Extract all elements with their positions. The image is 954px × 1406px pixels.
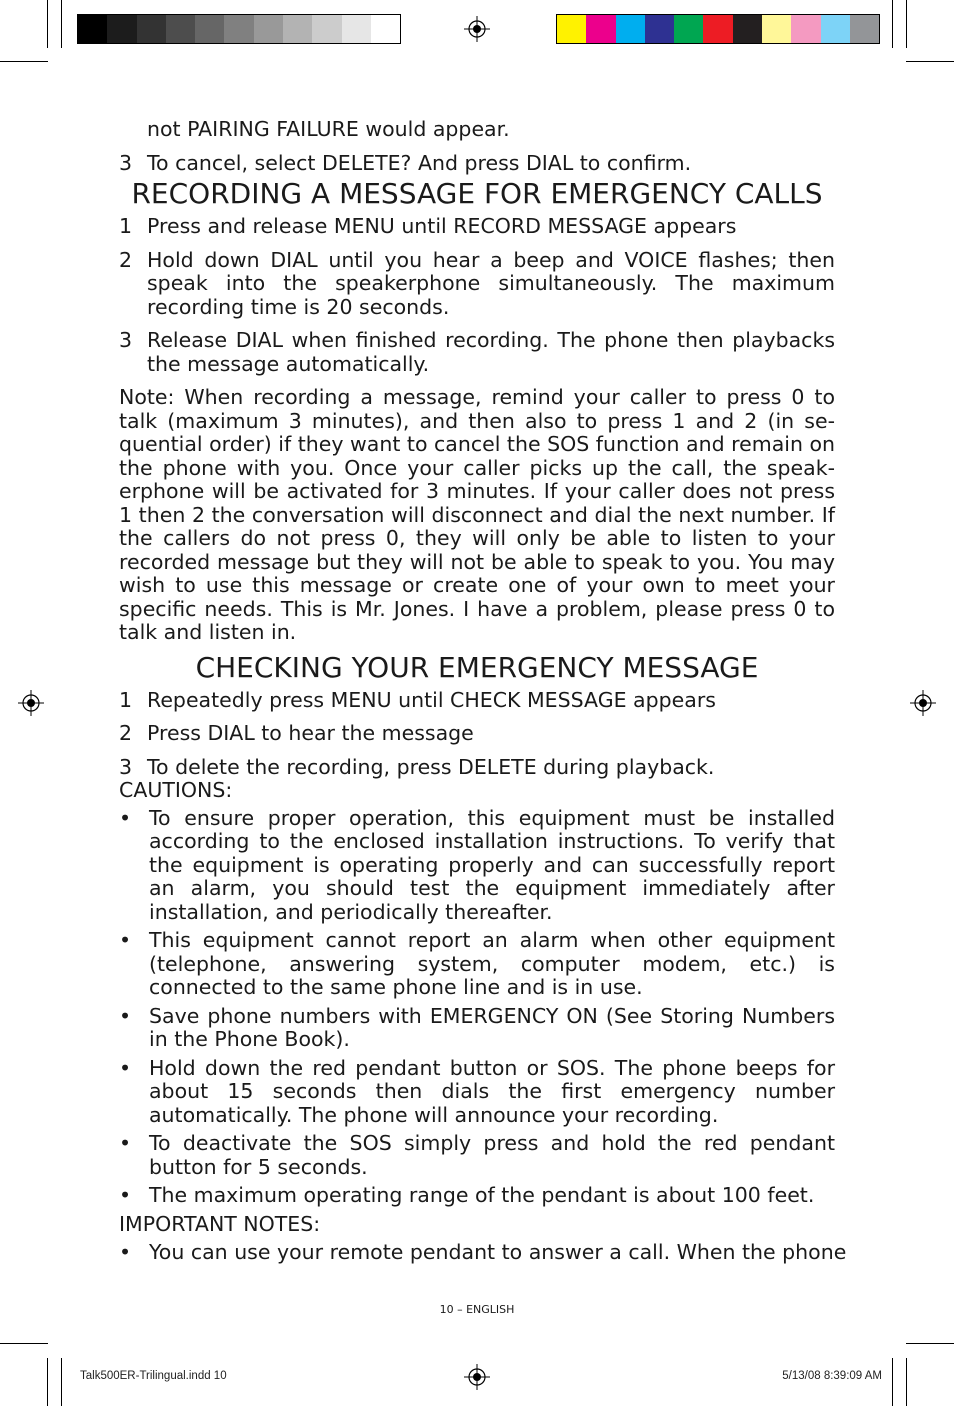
bullet: • [119,1003,132,1028]
crop-mark [47,0,48,48]
step-number: 3 [119,150,133,175]
color-swatch [850,15,879,43]
recording-heading: RECORDING A MESSAGE FOR EMERGENCY CALLS [131,177,823,210]
recording-note: Note: When recording a message, remind your caller to press 0 to talk (maximum 3 minutes), and then also to press 1 and 2 (in se-quential order) if they want to cancel the SOS function and remain on the phone with you. Once your caller picks up the call, the speak-erphone will be activated for 3 minutes. If your caller does not press 1 then 2 the conversation will disconnect and dial the next number. If the callers do not press 0, they will only be able to listen to your recorded message but they will not be able to speak to you. You may wish to use this message or create one of your own to meet your specific needs. This is Mr. Jones. I have a problem, please press 0 to talk and listen in. [119,385,835,644]
caution-item [119,1184,835,1208]
bullet: • [119,1183,132,1207]
color-swatch [733,15,762,43]
step-number: 1 [119,214,133,238]
registration-mark-icon [464,16,490,42]
gray-swatch [254,15,283,43]
crop-mark [892,0,893,48]
caution-item [119,807,835,925]
color-swatch [821,15,850,43]
crop-mark [61,1358,62,1406]
bullet: • [119,805,132,830]
step-number: 2 [119,247,133,272]
gray-swatch [78,15,107,43]
crop-mark [906,0,907,48]
caution-text: The maximum operating range of the pendant is about 100 feet. [149,1183,815,1207]
caution-text: To deactivate the SOS simply press and hold the red pendant button for 5 seconds. [149,1131,835,1179]
gray-swatch [166,15,195,43]
color-swatch [645,15,674,43]
gray-swatch [312,15,341,43]
caution-item [119,929,835,1000]
caution-text: This equipment cannot report an alarm when other equipment (telephone, answering system, computer modem, etc.) is connected to the same phone line and is in use. [149,928,835,999]
recording-step [119,249,835,320]
caution-text: To ensure proper operation, this equipment must be installed according to the enclosed installation instructions. To verify that the equipment is operating properly and can successfully report an alarm, you should test the equipment immediately after installation, and periodically thereafter. [149,805,835,924]
intro-step [119,152,835,176]
file-slug: Talk500ER-Trilingual.indd 10 [80,1370,227,1382]
checking-heading: CHECKING YOUR EMERGENCY MESSAGE [195,650,759,684]
color-swatch [674,15,703,43]
registration-mark-icon [910,690,936,716]
checking-step [119,722,835,746]
color-swatch [586,15,615,43]
bullet: • [119,928,132,952]
gray-swatch [283,15,312,43]
crop-mark [0,61,48,62]
caution-text: Hold down the red pendant button or SOS. The phone beeps for about 15 seconds then dials the first emergency number automatically. The phone will announce your recording. [149,1055,835,1127]
registration-mark-icon [18,690,44,716]
bullet: • [119,1131,132,1155]
step-number: 2 [119,721,133,745]
page-content [119,117,847,1265]
important-text: You can use your remote pendant to answer a call. When the phone [149,1240,847,1264]
color-swatch [616,15,645,43]
important-label: IMPORTANT NOTES: [119,1211,321,1236]
important-item [119,1240,847,1265]
recording-step [119,215,835,239]
step-text: To cancel, select DELETE? And press DIAL to confirm. [147,150,692,175]
step-number: 1 [119,687,133,712]
gray-swatch [137,15,166,43]
crop-mark [47,1358,48,1406]
crop-mark [0,1343,48,1344]
date-slug: 5/13/08 8:39:09 AM [782,1370,882,1382]
color-swatch [762,15,791,43]
caution-item [119,1005,835,1052]
crop-mark [906,1358,907,1406]
registration-mark-icon [464,1364,490,1390]
bullet: • [119,1240,132,1264]
crop-mark [906,1343,954,1344]
intro-line: not PAIRING FAILURE would appear. [147,117,510,141]
cautions-label: CAUTIONS: [119,778,233,802]
step-number: 3 [119,754,133,779]
color-swatch [557,15,586,43]
recording-step [119,329,835,376]
page-number: 10 – ENGLISH [439,1303,515,1316]
crop-mark [892,1358,893,1406]
step-text: Repeatedly press MENU until CHECK MESSAGE appears [147,687,716,712]
gray-swatch [107,15,136,43]
caution-item [119,1132,835,1179]
crop-mark [61,0,62,48]
color-swatch [703,15,732,43]
step-number: 3 [119,328,133,352]
gray-swatch [224,15,253,43]
color-swatch [791,15,820,43]
gray-swatch [342,15,371,43]
bullet: • [119,1055,132,1080]
step-text: To delete the recording, press DELETE during playback. [147,754,715,779]
checking-step [119,689,835,713]
step-text: Press DIAL to hear the message [147,721,474,745]
step-text: Press and release MENU until RECORD MESSAGE appears [147,214,737,238]
gray-swatch [371,15,400,43]
step-text: Release DIAL when finished recording. The phone then playbacks the message automatically. [147,328,835,376]
checking-step [119,756,835,780]
process-color-bar [556,14,880,44]
gray-swatch [195,15,224,43]
caution-item [119,1057,835,1128]
grayscale-color-bar [77,14,401,44]
step-text: Hold down DIAL until you hear a beep and VOICE flashes; then speak into the speakerphone simultaneously. The maximum recording time is 20 seconds. [147,247,835,319]
crop-mark [906,61,954,62]
caution-text: Save phone numbers with EMERGENCY ON (See Storing Numbers in the Phone Book). [149,1003,835,1051]
